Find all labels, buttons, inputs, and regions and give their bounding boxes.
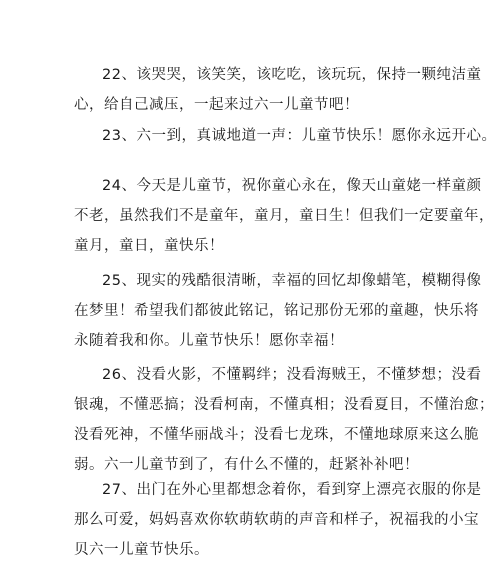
paragraph-line: 不老，虽然我们不是童年，童月，童日生！但我们一定要童年， bbox=[74, 208, 494, 224]
paragraph-25 bbox=[74, 266, 482, 356]
paragraph-line: 22、该哭哭，该笑笑，该吃吃，该玩玩，保持一颗纯洁童 bbox=[102, 67, 482, 83]
paragraph-line: 24、今天是儿童节，祝你童心永在，像天山童姥一样童颜 bbox=[102, 178, 482, 194]
paragraph-line: 26、没看火影，不懂羁绊；没看海贼王，不懂梦想；没看 bbox=[102, 367, 482, 383]
paragraph-line: 银魂，不懂恶搞；没看柯南，不懂真相；没看夏目，不懂治愈； bbox=[74, 397, 494, 413]
paragraph-26 bbox=[74, 360, 494, 480]
paragraph-line: 25、现实的残酷很清晰，幸福的回忆却像蜡笔，模糊得像 bbox=[102, 273, 482, 289]
paragraph-line: 在梦里！希望我们都彼此铭记，铭记那份无邪的童趣，快乐将 bbox=[74, 303, 479, 319]
paragraph-line: 永随着我和你。儿童节快乐！愿你幸福！ bbox=[74, 333, 344, 349]
paragraph-line: 那么可爱，妈妈喜欢你软萌软萌的声音和样子，祝福我的小宝 bbox=[74, 512, 479, 528]
paragraph-line: 没看死神，不懂华丽战斗；没看七龙珠，不懂地球原来这么脆 bbox=[74, 427, 479, 443]
paragraph-line: 心，给自己减压，一起来过六一儿童节吧！ bbox=[74, 97, 359, 113]
paragraph-23 bbox=[74, 121, 497, 151]
paragraph-27 bbox=[74, 475, 482, 565]
paragraph-24 bbox=[74, 171, 494, 261]
paragraph-line: 童月，童日，童快乐！ bbox=[74, 238, 224, 254]
paragraph-line: 贝六一儿童节快乐。 bbox=[74, 542, 209, 558]
paragraph-line: 27、出门在外心里都想念着你，看到穿上漂亮衣服的你是 bbox=[102, 482, 482, 498]
paragraph-line: 弱。六一儿童节到了，有什么不懂的，赶紧补补吧！ bbox=[74, 457, 419, 473]
paragraph-22 bbox=[74, 60, 482, 120]
paragraph-line: 23、六一到，真诚地道一声：儿童节快乐！愿你永远开心。 bbox=[102, 128, 497, 144]
